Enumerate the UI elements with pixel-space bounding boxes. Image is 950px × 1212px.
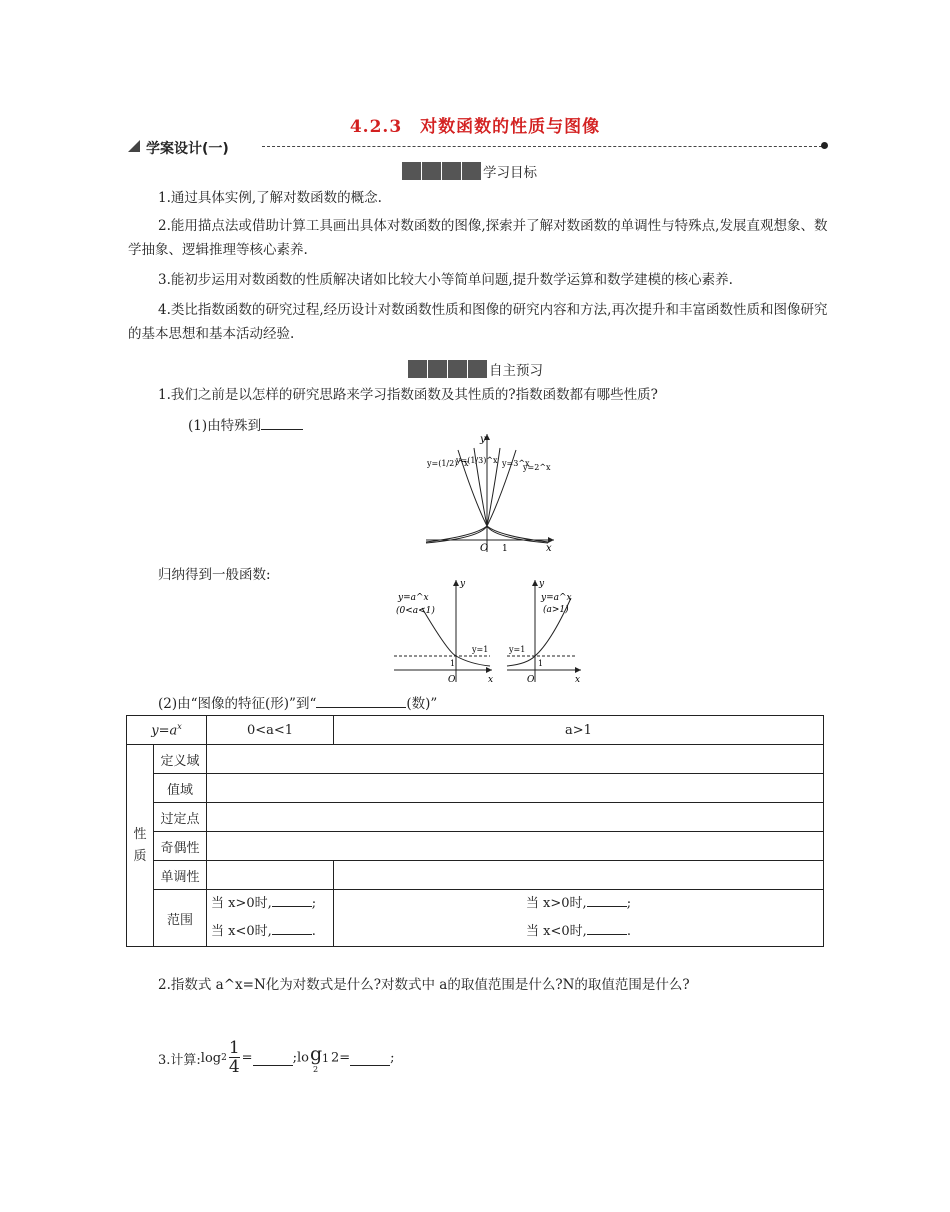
answer-cell[interactable]: [207, 803, 824, 832]
log-base: g 1 2: [309, 1043, 329, 1074]
origin-label: O: [448, 675, 456, 685]
curve-label: y=(1/2)^x: [427, 459, 469, 468]
answer-cell[interactable]: [207, 774, 824, 803]
question-1-part1: (1)由特殊到: [188, 414, 303, 434]
dot-icon: [821, 142, 828, 149]
goal-item: 2.能用描点法或借助计算工具画出具体对数函数的图像,探索并了解对数函数的单调性与特殊点,发展直观想象、数学抽象、逻辑推理等核心素养.: [128, 218, 828, 258]
page-title: 4.2.3 对数函数的性质与图像: [349, 117, 601, 137]
origin-label: O: [527, 675, 535, 685]
answer-cell[interactable]: [207, 832, 824, 861]
table-header-row: [127, 716, 824, 745]
curve-label: y=a^x: [541, 593, 572, 603]
curve-condition: (a>1): [543, 605, 569, 615]
fraction: $\frac{1}{4}$: [228, 1038, 240, 1077]
property-label: 性质: [127, 745, 154, 947]
subhead-preview-label: 自主预习: [489, 363, 543, 379]
question-2: 2.指数式 a^x=N化为对数式是什么?对数式中 a的取值范围是什么?N的取值范围是什么?: [158, 977, 690, 993]
row-label: 值域: [154, 774, 207, 803]
table-row: [127, 745, 824, 774]
table-row: [127, 803, 824, 832]
answer-blank[interactable]: [272, 920, 312, 935]
goal-item: 3.能初步运用对数函数的性质解决诸如比较大小等简单问题,提升数学运算和数学建模的核心素养.: [158, 272, 733, 288]
axis-y-label: y: [539, 579, 545, 589]
triangle-icon: [128, 140, 140, 152]
curve-label: y=2^x: [523, 463, 551, 472]
answer-cell[interactable]: [207, 861, 334, 890]
curve-condition: (0<a<1): [396, 606, 435, 616]
range-cell: 当 x>0时, ; 当 x<0时, .: [207, 890, 334, 947]
section-header: [128, 138, 828, 157]
tick-label: 1: [538, 659, 544, 668]
subhead-goals: [402, 161, 537, 181]
axis-y-label: y: [460, 579, 466, 589]
answer-blank[interactable]: [253, 1051, 293, 1066]
section-divider: [262, 146, 822, 147]
answer-cell[interactable]: [207, 745, 824, 774]
axis-x-label: x: [546, 543, 552, 554]
curve-label: y=3^x: [502, 459, 530, 468]
row-label: 奇偶性: [154, 832, 207, 861]
answer-blank[interactable]: [587, 920, 627, 935]
table-row: [127, 890, 824, 947]
answer-cell[interactable]: [334, 861, 824, 890]
properties-table: [126, 715, 824, 947]
goal-item: 1.通过具体实例,了解对数函数的概念.: [158, 190, 382, 206]
line-label: y=1: [509, 645, 526, 654]
block-decoration: [408, 360, 488, 378]
curve-label: y=(1/3)^x: [456, 456, 498, 465]
answer-blank[interactable]: [587, 892, 627, 907]
row-label: 范围: [154, 890, 207, 947]
block-decoration: [402, 162, 482, 180]
tick-label: 1: [450, 659, 456, 668]
goal-item: 4.类比指数函数的研究过程,经历设计对数函数性质和图像的研究内容和方法,再次提升和丰富函数性质和图像研究的基本思想和基本活动经验.: [128, 302, 828, 342]
section-header-label: 学案设计(一): [146, 141, 229, 157]
question-1-part2: (2)由“图像的特征(形)”到“ (数)”: [158, 692, 437, 712]
row-label: 定义域: [154, 745, 207, 774]
exponential-graph-specific: [420, 430, 560, 556]
answer-blank[interactable]: [316, 693, 406, 708]
exponential-graph-increasing: [505, 574, 585, 686]
curve-label: y=a^x: [398, 593, 429, 603]
exponential-graph-decreasing: [392, 574, 500, 686]
answer-blank[interactable]: [350, 1051, 390, 1066]
subhead-goals-label: 学习目标: [483, 165, 537, 181]
range-cell: 当 x>0时, ; 当 x<0时, .: [334, 890, 824, 947]
table-header-case2: a>1: [334, 716, 824, 745]
axis-x-label: x: [488, 675, 494, 685]
row-label: 单调性: [154, 861, 207, 890]
answer-blank[interactable]: [261, 415, 303, 430]
question-3: 3.计算:log2 $\frac{1}{4}$ = ;lo g 1 2 2= ;: [158, 1038, 395, 1077]
line-label: y=1: [472, 645, 489, 654]
origin-label: O: [480, 543, 489, 554]
answer-blank[interactable]: [272, 892, 312, 907]
induce-text: 归纳得到一般函数:: [158, 567, 271, 583]
table-header-fn: $y=a^x$: [127, 716, 207, 745]
subhead-preview: [408, 359, 543, 379]
table-row: [127, 832, 824, 861]
table-row: [127, 774, 824, 803]
tick-label: 1: [502, 544, 508, 554]
question-1: 1.我们之前是以怎样的研究思路来学习指数函数及其性质的?指数函数都有哪些性质?: [158, 387, 658, 403]
axis-x-label: x: [575, 675, 581, 685]
table-header-case1: 0<a<1: [207, 716, 334, 745]
table-row: [127, 861, 824, 890]
row-label: 过定点: [154, 803, 207, 832]
axis-y-label: y: [480, 434, 486, 445]
